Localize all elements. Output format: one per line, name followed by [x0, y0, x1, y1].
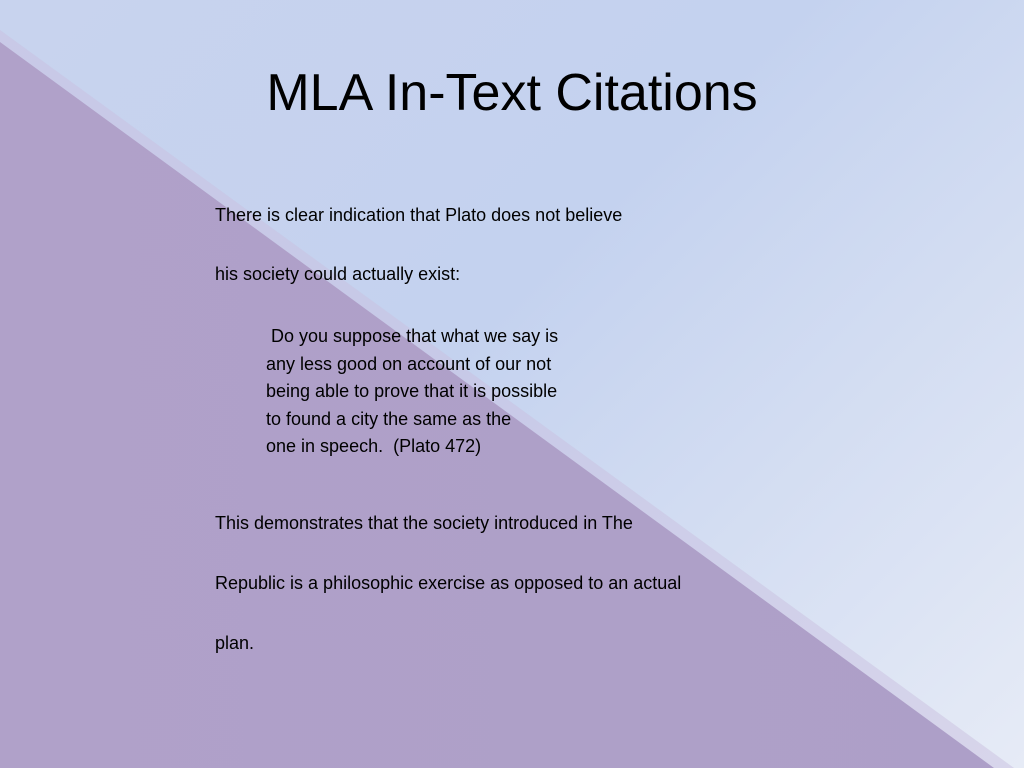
- slide-title: MLA In-Text Citations: [266, 64, 758, 122]
- paragraph1-line-1: There is clear indication that Plato does not believe: [215, 205, 623, 225]
- paragraph1-line-2: his society could actually exist:: [215, 264, 461, 284]
- paragraph2-line-1: This demonstrates that the society introduced in The: [215, 513, 633, 533]
- block-quote: [266, 323, 558, 461]
- quote-line: to found a city the same as the: [266, 408, 512, 429]
- quote-line: one in speech. (Plato 472): [266, 436, 482, 456]
- quote-line: any less good on account of our not: [266, 353, 552, 374]
- paragraph2-line-3: plan.: [215, 633, 255, 653]
- quote-line: Do you suppose that what we say is: [266, 326, 559, 346]
- paragraph2-line-2: Republic is a philosophic exercise as opposed to an actual: [215, 573, 682, 593]
- quote-line: being able to prove that it is possible: [266, 381, 558, 401]
